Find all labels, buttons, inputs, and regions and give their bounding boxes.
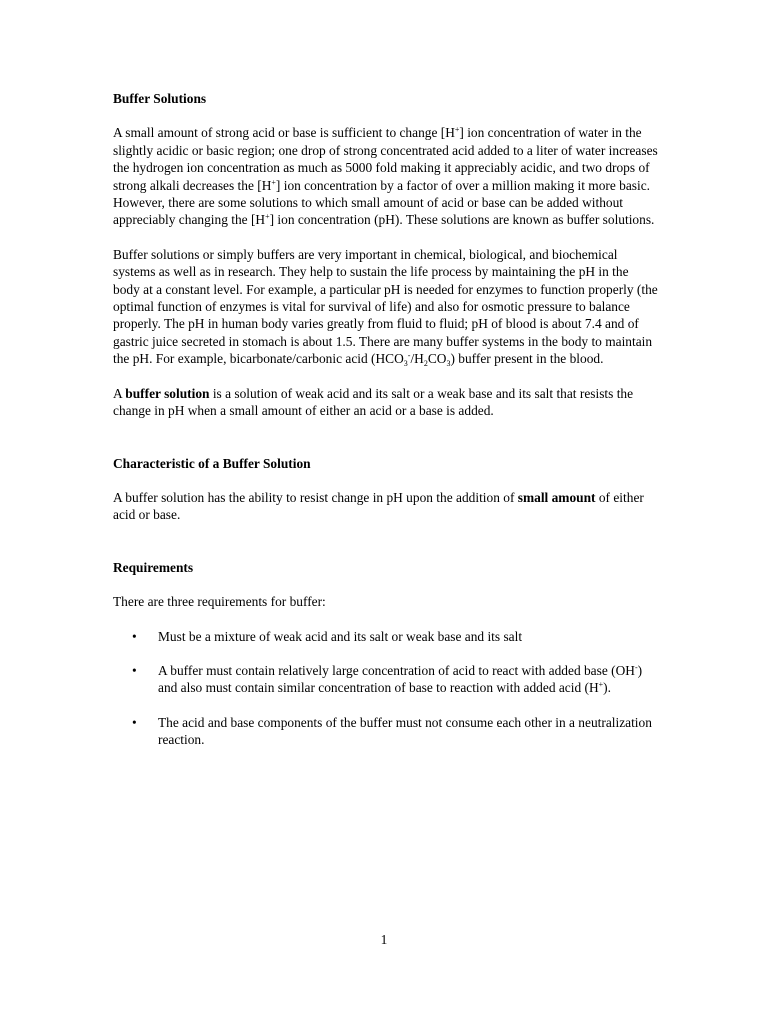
page-number: 1 xyxy=(380,932,388,947)
characteristic-text-1: A buffer solution has the ability to resist change in pH upon the addition of xyxy=(113,489,518,505)
list-item xyxy=(113,714,658,749)
list-item xyxy=(113,628,658,645)
hydroxide-charge: - xyxy=(634,662,638,672)
page-title: Buffer Solutions xyxy=(113,91,207,106)
requirements-heading: Requirements xyxy=(113,559,194,575)
requirements-list xyxy=(113,628,658,749)
definition-term: buffer solution xyxy=(125,385,210,401)
formula-part: CO xyxy=(427,351,447,367)
bullet-icon: • xyxy=(132,628,137,644)
definition-paragraph xyxy=(113,385,658,420)
list-item-text xyxy=(158,663,642,695)
definition-text-2: is a solution of weak acid and its salt or a weak base and its salt that resists the change in pH when a small amount of either an acid or a base is added. xyxy=(113,385,634,419)
intro-paragraph xyxy=(113,124,658,228)
page-content xyxy=(113,90,658,766)
importance-text-1: Buffer solutions or simply buffers are very important in chemical, biological, and biochemical systems as well as in research. They help to sustain the life process by maintaining the pH in the body at a constant level. For example, a particular pH is needed for enzymes to function properly (the optimal function of enzymes is vital for survival of life) and also for osmotic pressure to balance properly. The pH in human body varies greatly from fluid to fluid; pH of blood is about 7.4 and of gastric juice secreted in stomach is about 1.5. There are many buffer systems in the body to maintain the pH. For example, bicarbonate/carbonic acid (HCO xyxy=(113,246,658,367)
list-item-text: Must be a mixture of weak acid and its salt or weak base and its salt xyxy=(158,628,523,644)
formula-part: /H xyxy=(410,351,424,367)
characteristic-heading: Characteristic of a Buffer Solution xyxy=(113,455,311,471)
formula-subscript: 3 xyxy=(446,359,451,369)
characteristic-text-2: of either acid or base. xyxy=(113,489,644,523)
importance-text-2: ) buffer present in the blood. xyxy=(450,351,604,367)
intro-text-1: A small amount of strong acid or base is sufficient to change [H xyxy=(113,125,455,141)
list-item xyxy=(113,662,658,697)
hydrogen-ion-charge: + xyxy=(454,125,460,135)
intro-text-3: ] ion concentration by a factor of over a million making it more basic. However, there are some solutions to which small amount of acid or base can be added without appreciably changing the [H xyxy=(113,177,650,228)
list-item-text-1: A buffer must contain relatively large concentration of acid to react with added base (OH xyxy=(158,662,635,678)
hydrogen-ion-charge: + xyxy=(271,177,276,187)
list-item-text: The acid and base components of the buffer must not consume each other in a neutralization reaction. xyxy=(158,714,652,748)
intro-text-4: ] ion concentration (pH). These solutions are known as buffer solutions. xyxy=(269,212,655,228)
list-item-text-2: ) and also must contain similar concentration of base to reaction with added acid (H xyxy=(158,662,643,696)
bullet-icon: • xyxy=(132,662,137,678)
requirements-intro: There are three requirements for buffer: xyxy=(113,594,326,610)
definition-text-1: A xyxy=(113,385,126,401)
characteristic-emphasis: small amount xyxy=(517,489,596,505)
importance-paragraph xyxy=(113,246,658,368)
characteristic-paragraph xyxy=(113,489,658,524)
bullet-icon: • xyxy=(132,714,137,730)
formula-subscript: 3 xyxy=(403,359,408,369)
hydrogen-ion-charge: + xyxy=(598,680,604,690)
formula-charge: - xyxy=(407,351,411,361)
formula-subscript: 2 xyxy=(423,359,428,369)
list-item-text-3: ). xyxy=(603,680,611,696)
hydrogen-ion-charge: + xyxy=(265,212,270,222)
intro-text-2: ] ion concentration of water in the slightly acidic or basic region; one drop of strong concentrated acid added to a liter of water increases the hydrogen ion concentration as much as 5000 fold making it appreciably acidic, and two drops of strong alkali decreases the [H xyxy=(113,125,658,193)
